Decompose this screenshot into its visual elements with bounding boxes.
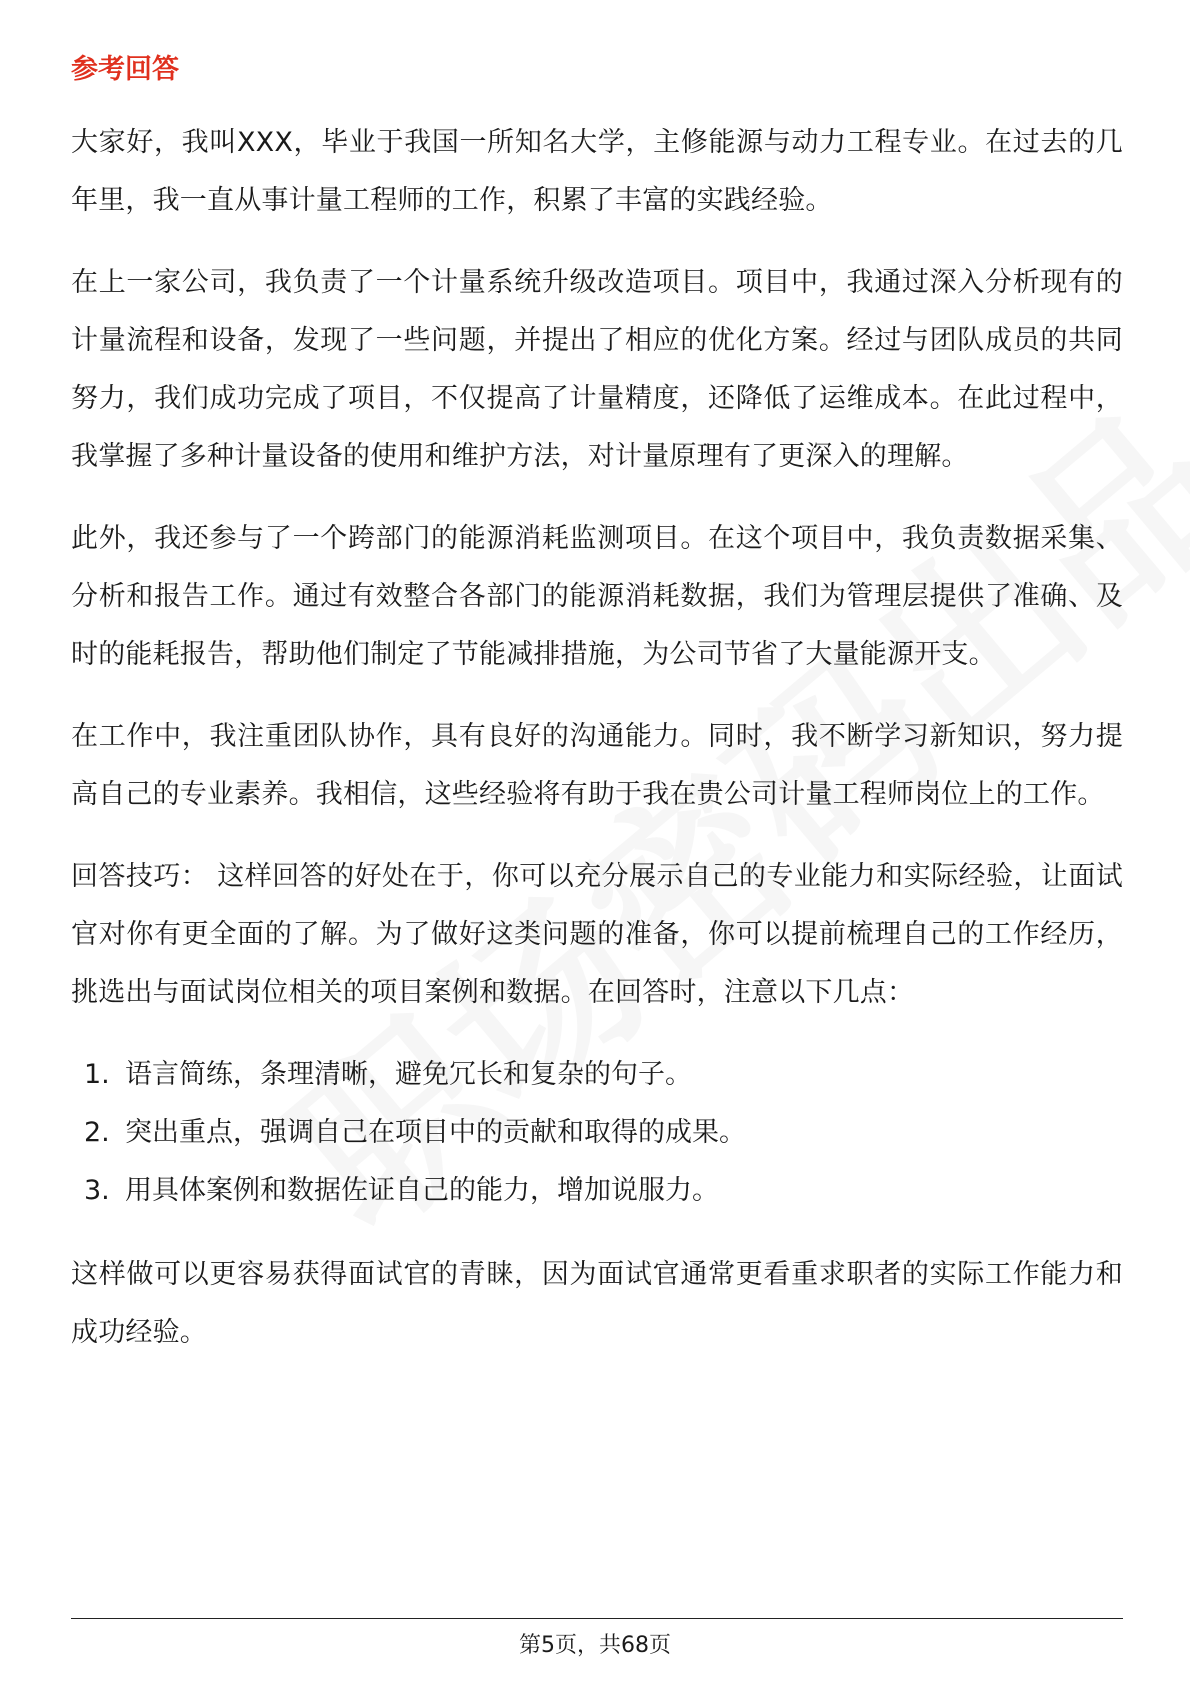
list-item-text: 用具体案例和数据佐证自己的能力，增加说服力。 <box>125 1175 719 1206</box>
section-heading: 参考回答 <box>71 54 179 85</box>
page-number: 第5页，共68页 <box>519 1633 671 1658</box>
list-item <box>71 1104 1123 1162</box>
paragraph-answer-tips: 回答技巧： 这样回答的好处在于，你可以充分展示自己的专业能力和实际经验，让面试官对你有更全面的了解。为了做好这类问题的准备，你可以提前梳理自己的工作经历，挑选出与面试岗位相关的项目案例和数据。在回答时，注意以下几点： <box>71 861 1123 1008</box>
paragraph-closing: 这样做可以更容易获得面试官的青睐，因为面试官通常更看重求职者的实际工作能力和成功经验。 <box>71 1259 1123 1348</box>
list-item-number: 1. <box>84 1059 110 1090</box>
paragraph-project-upgrade: 在上一家公司，我负责了一个计量系统升级改造项目。项目中，我通过深入分析现有的计量流程和设备，发现了一些问题，并提出了相应的优化方案。经过与团队成员的共同努力，我们成功完成了项目，不仅提高了计量精度，还降低了运维成本。在此过程中，我掌握了多种计量设备的使用和维护方法，对计量原理有了更深入的理解。 <box>71 267 1123 472</box>
tips-list <box>71 1046 1123 1220</box>
list-item-text: 突出重点，强调自己在项目中的贡献和取得的成果。 <box>125 1117 746 1148</box>
paragraph-intro: 大家好，我叫XXX，毕业于我国一所知名大学，主修能源与动力工程专业。在过去的几年里，我一直从事计量工程师的工作，积累了丰富的实践经验。 <box>71 127 1123 216</box>
footer-divider <box>71 1618 1123 1619</box>
list-item <box>71 1162 1123 1220</box>
list-item-text: 语言简练，条理清晰，避免冗长和复杂的句子。 <box>125 1059 692 1090</box>
list-item-number: 3. <box>84 1175 110 1206</box>
list-item <box>71 1046 1123 1104</box>
list-item-number: 2. <box>84 1117 110 1148</box>
paragraph-teamwork: 在工作中，我注重团队协作，具有良好的沟通能力。同时，我不断学习新知识，努力提高自己的专业素养。我相信，这些经验将有助于我在贵公司计量工程师岗位上的工作。 <box>71 721 1123 810</box>
document-content <box>71 48 1123 1386</box>
paragraph-energy-monitoring: 此外，我还参与了一个跨部门的能源消耗监测项目。在这个项目中，我负责数据采集、分析和报告工作。通过有效整合各部门的能源消耗数据，我们为管理层提供了准确、及时的能耗报告，帮助他们制定了节能减排措施，为公司节省了大量能源开支。 <box>71 523 1123 670</box>
